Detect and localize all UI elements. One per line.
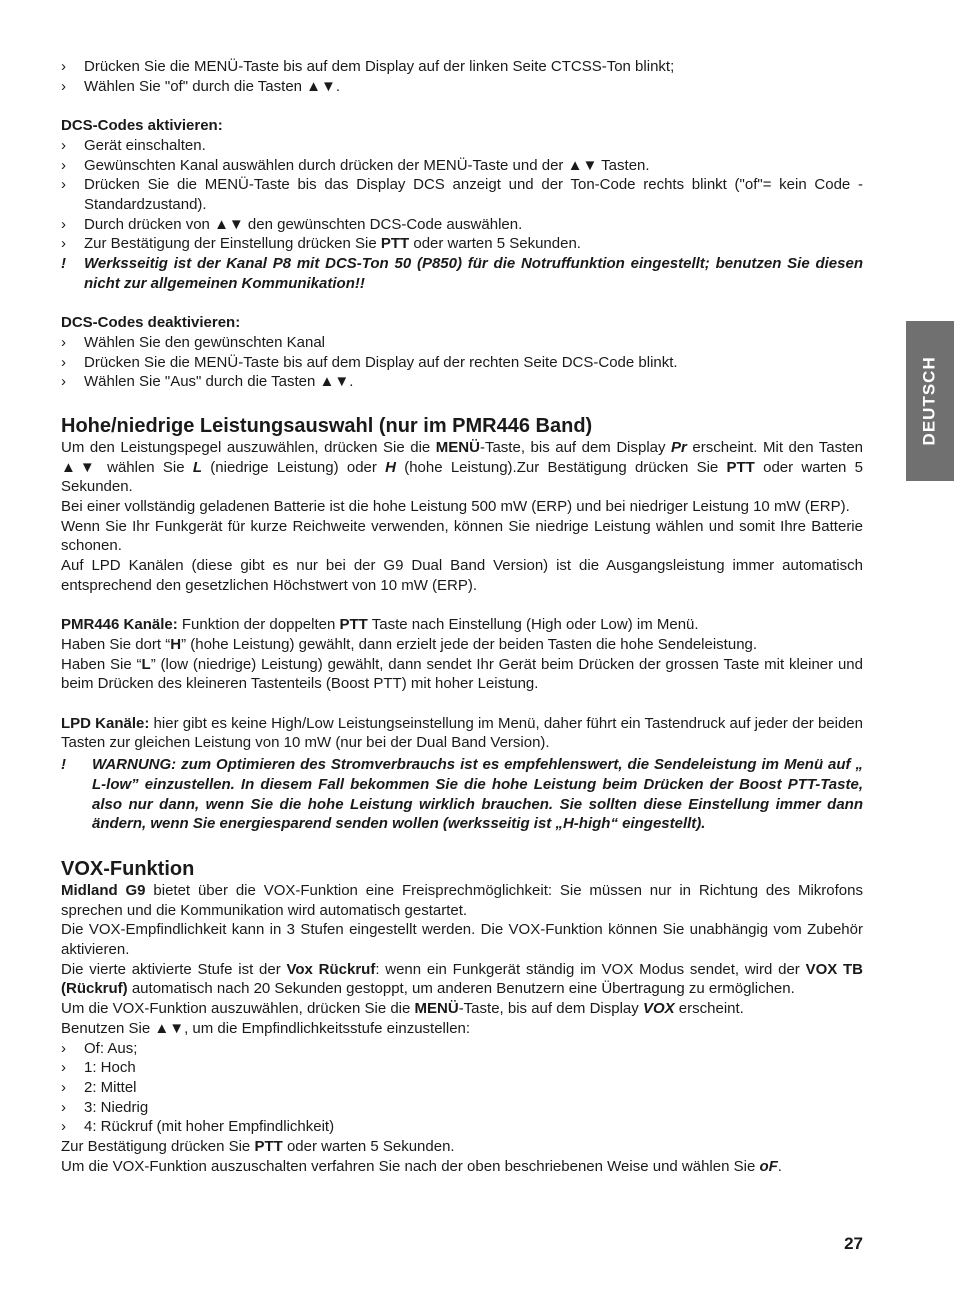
list-item-text: 3: Niedrig (84, 1098, 149, 1116)
paragraph: Benutzen Sie ▲▼, um die Empfindlichkeitsstufe einzustellen: (61, 1019, 471, 1037)
list-item-text: Drücken Sie die MENÜ-Taste bis das Display DCS anzeigt und der Ton-Code rechts blinkt ("of"= kein Code - Standardzustand). (84, 176, 863, 213)
list-item (61, 175, 863, 214)
dcs-on-title: DCS-Codes aktivieren: (61, 117, 223, 135)
paragraph: Die VOX-Empfindlichkeit kann in 3 Stufen eingestellt werden. Die VOX-Funktion können Sie unabhängig vom Zubehör aktivieren. (61, 921, 863, 959)
list-item (61, 234, 863, 254)
paragraph: Bei einer vollständig geladenen Batterie ist die hohe Leistung 500 mW (ERP) und bei niedriger Leistung 10 mW (ERP). (61, 498, 850, 516)
list-item-text: Wählen Sie "of" durch die Tasten ▲▼. (84, 77, 341, 95)
language-tab-label: DEUTSCH (920, 356, 940, 446)
bullet-icon: › (61, 1039, 66, 1057)
bullet-icon: › (61, 136, 66, 154)
list-item-text: Zur Bestätigung der Einstellung drücken Sie PTT oder warten 5 Sekunden. (84, 235, 581, 253)
bullet-icon: › (61, 235, 66, 253)
bullet-icon: › (61, 1118, 66, 1136)
list-item-text: Gerät einschalten. (84, 136, 206, 154)
bullet-icon: › (61, 77, 66, 95)
paragraph: Um den Leistungspegel auszuwählen, drücken Sie die MENÜ-Taste, bis auf dem Display Pr erscheint. Mit den Tasten ▲▼ wählen Sie L (niedrige Leistung) oder H (hohe Leistung).Zur Bestätigung drücken Sie PTT oder warten 5 Sekunden. (61, 438, 863, 496)
warning-note (61, 254, 863, 293)
bullet-icon: › (61, 176, 66, 194)
list-item (61, 333, 863, 353)
list-item-text: 2: Mittel (84, 1078, 137, 1096)
list-item (61, 136, 863, 156)
paragraph: PMR446 Kanäle: Funktion der doppelten PTT Taste nach Einstellung (High oder Low) im Menü. (61, 616, 699, 634)
language-tab (906, 321, 954, 481)
page-number: 27 (844, 1234, 863, 1253)
list-item (61, 156, 863, 176)
exclamation-icon: ! (61, 255, 66, 273)
list-item (61, 77, 863, 97)
list-item-text: 1: Hoch (84, 1059, 136, 1077)
list-item (61, 57, 863, 77)
paragraph: Haben Sie dort “H” (hohe Leistung) gewählt, dann erzielt jede der beiden Tasten die hohe Sendeleistung. (61, 635, 758, 653)
paragraph: Um die VOX-Funktion auszuschalten verfahren Sie nach der oben beschriebenen Weise und wählen Sie oF. (61, 1157, 782, 1175)
list-item (61, 1117, 863, 1137)
bullet-icon: › (61, 1098, 66, 1116)
bullet-icon: › (61, 1078, 66, 1096)
warning-text: WARNUNG: zum Optimieren des Stromverbrauchs ist es empfehlenswert, die Sendeleistung im Menü auf „ L-low” einzustellen. In diesem Fall bekommen Sie die hohe Leistung beim Drücken der Boost PTT-Taste, also nur dann, wenn Sie die hohe Leistung wirklich brauchen. Sie sollten diese Einstellung immer dann ändern, wenn Sie energiesparend senden wollen (werksseitig ist „H-high“ eingestellt). (92, 756, 863, 833)
paragraph: Die vierte aktivierte Stufe ist der Vox Rückruf: wenn ein Funkgerät ständig im VOX Modus sendet, wird der VOX TB (Rückruf) automatisch nach 20 Sekunden gestoppt, um anderen Benutzern eine Übertragung zu ermöglichen. (61, 960, 863, 998)
bullet-icon: › (61, 58, 66, 75)
list-item-text: Gewünschten Kanal auswählen durch drücken der MENÜ-Taste und der ▲▼ Tasten. (84, 156, 650, 174)
bullet-icon: › (61, 353, 66, 371)
paragraph: Midland G9 bietet über die VOX-Funktion eine Freisprechmöglichkeit: Sie müssen nur in Richtung des Mikrofons sprechen und die Kommunikation wird automatisch gestartet. (61, 881, 863, 919)
list-item (61, 353, 863, 373)
list-item (61, 1058, 863, 1078)
list-item (61, 1039, 863, 1059)
bullet-icon: › (61, 373, 66, 391)
list-item-text: 4: Rückruf (mit hoher Empfindlichkeit) (84, 1118, 335, 1136)
warning-text: Werksseitig ist der Kanal P8 mit DCS-Ton 50 (P850) für die Notruffunktion eingestellt; benutzen Sie diesen nicht zur allgemeinen Kommunikation!! (84, 255, 863, 292)
paragraph: Auf LPD Kanälen (diese gibt es nur bei der G9 Dual Band Version) ist die Ausgangsleistung immer automatisch entsprechend den gesetzlichen Höchstwert von 10 mW (ERP). (61, 557, 863, 594)
list-item (61, 215, 863, 235)
list-item-text: Drücken Sie die MENÜ-Taste bis auf dem Display auf der rechten Seite DCS-Code blinkt. (84, 353, 678, 371)
paragraph: Wenn Sie Ihr Funkgerät für kurze Reichweite verwenden, können Sie niedrige Leistung wählen und somit Ihre Batterie schonen. (61, 517, 863, 555)
exclamation-icon: ! (61, 756, 66, 774)
list-item (61, 372, 863, 392)
dcs-off-title: DCS-Codes deaktivieren: (61, 314, 241, 332)
section-heading-vox: VOX-Funktion (61, 857, 195, 880)
list-item-text: Durch drücken von ▲▼ den gewünschten DCS-Code auswählen. (84, 215, 523, 233)
paragraph: Haben Sie “L” (low (niedrige) Leistung) gewählt, dann sendet Ihr Gerät beim Drücken der grossen Taste mit kleiner und beim Drücken des kleineren Tastenteils (Boost PTT) mit hoher Leistung. (61, 655, 863, 693)
paragraph: Zur Bestätigung drücken Sie PTT oder warten 5 Sekunden. (61, 1138, 455, 1156)
bullet-icon: › (61, 333, 66, 351)
list-item (61, 1098, 863, 1118)
page-content (61, 57, 863, 1177)
paragraph: LPD Kanäle: hier gibt es keine High/Low Leistungseinstellung im Menü, daher führt ein Tastendruck auf jeder der beiden Tasten zur gleichen Leistung von 10 mW (nur bei der Dual Band Version). (61, 714, 863, 752)
bullet-icon: › (61, 215, 66, 233)
list-item-text: Of: Aus; (84, 1039, 138, 1057)
section-heading-power: Hohe/niedrige Leistungsauswahl (nur im PMR446 Band) (61, 414, 593, 437)
list-item (61, 1078, 863, 1098)
list-item-text: Wählen Sie den gewünschten Kanal (84, 333, 325, 351)
bullet-icon: › (61, 156, 66, 174)
warning-note (61, 755, 863, 834)
bullet-icon: › (61, 1059, 66, 1077)
list-item-text: Drücken Sie die MENÜ-Taste bis auf dem Display auf der linken Seite CTCSS-Ton blinkt; (84, 58, 675, 75)
list-item-text: Wählen Sie "Aus" durch die Tasten ▲▼. (84, 373, 354, 391)
paragraph: Um die VOX-Funktion auszuwählen, drücken Sie die MENÜ-Taste, bis auf dem Display VOX erscheint. (61, 1000, 744, 1018)
